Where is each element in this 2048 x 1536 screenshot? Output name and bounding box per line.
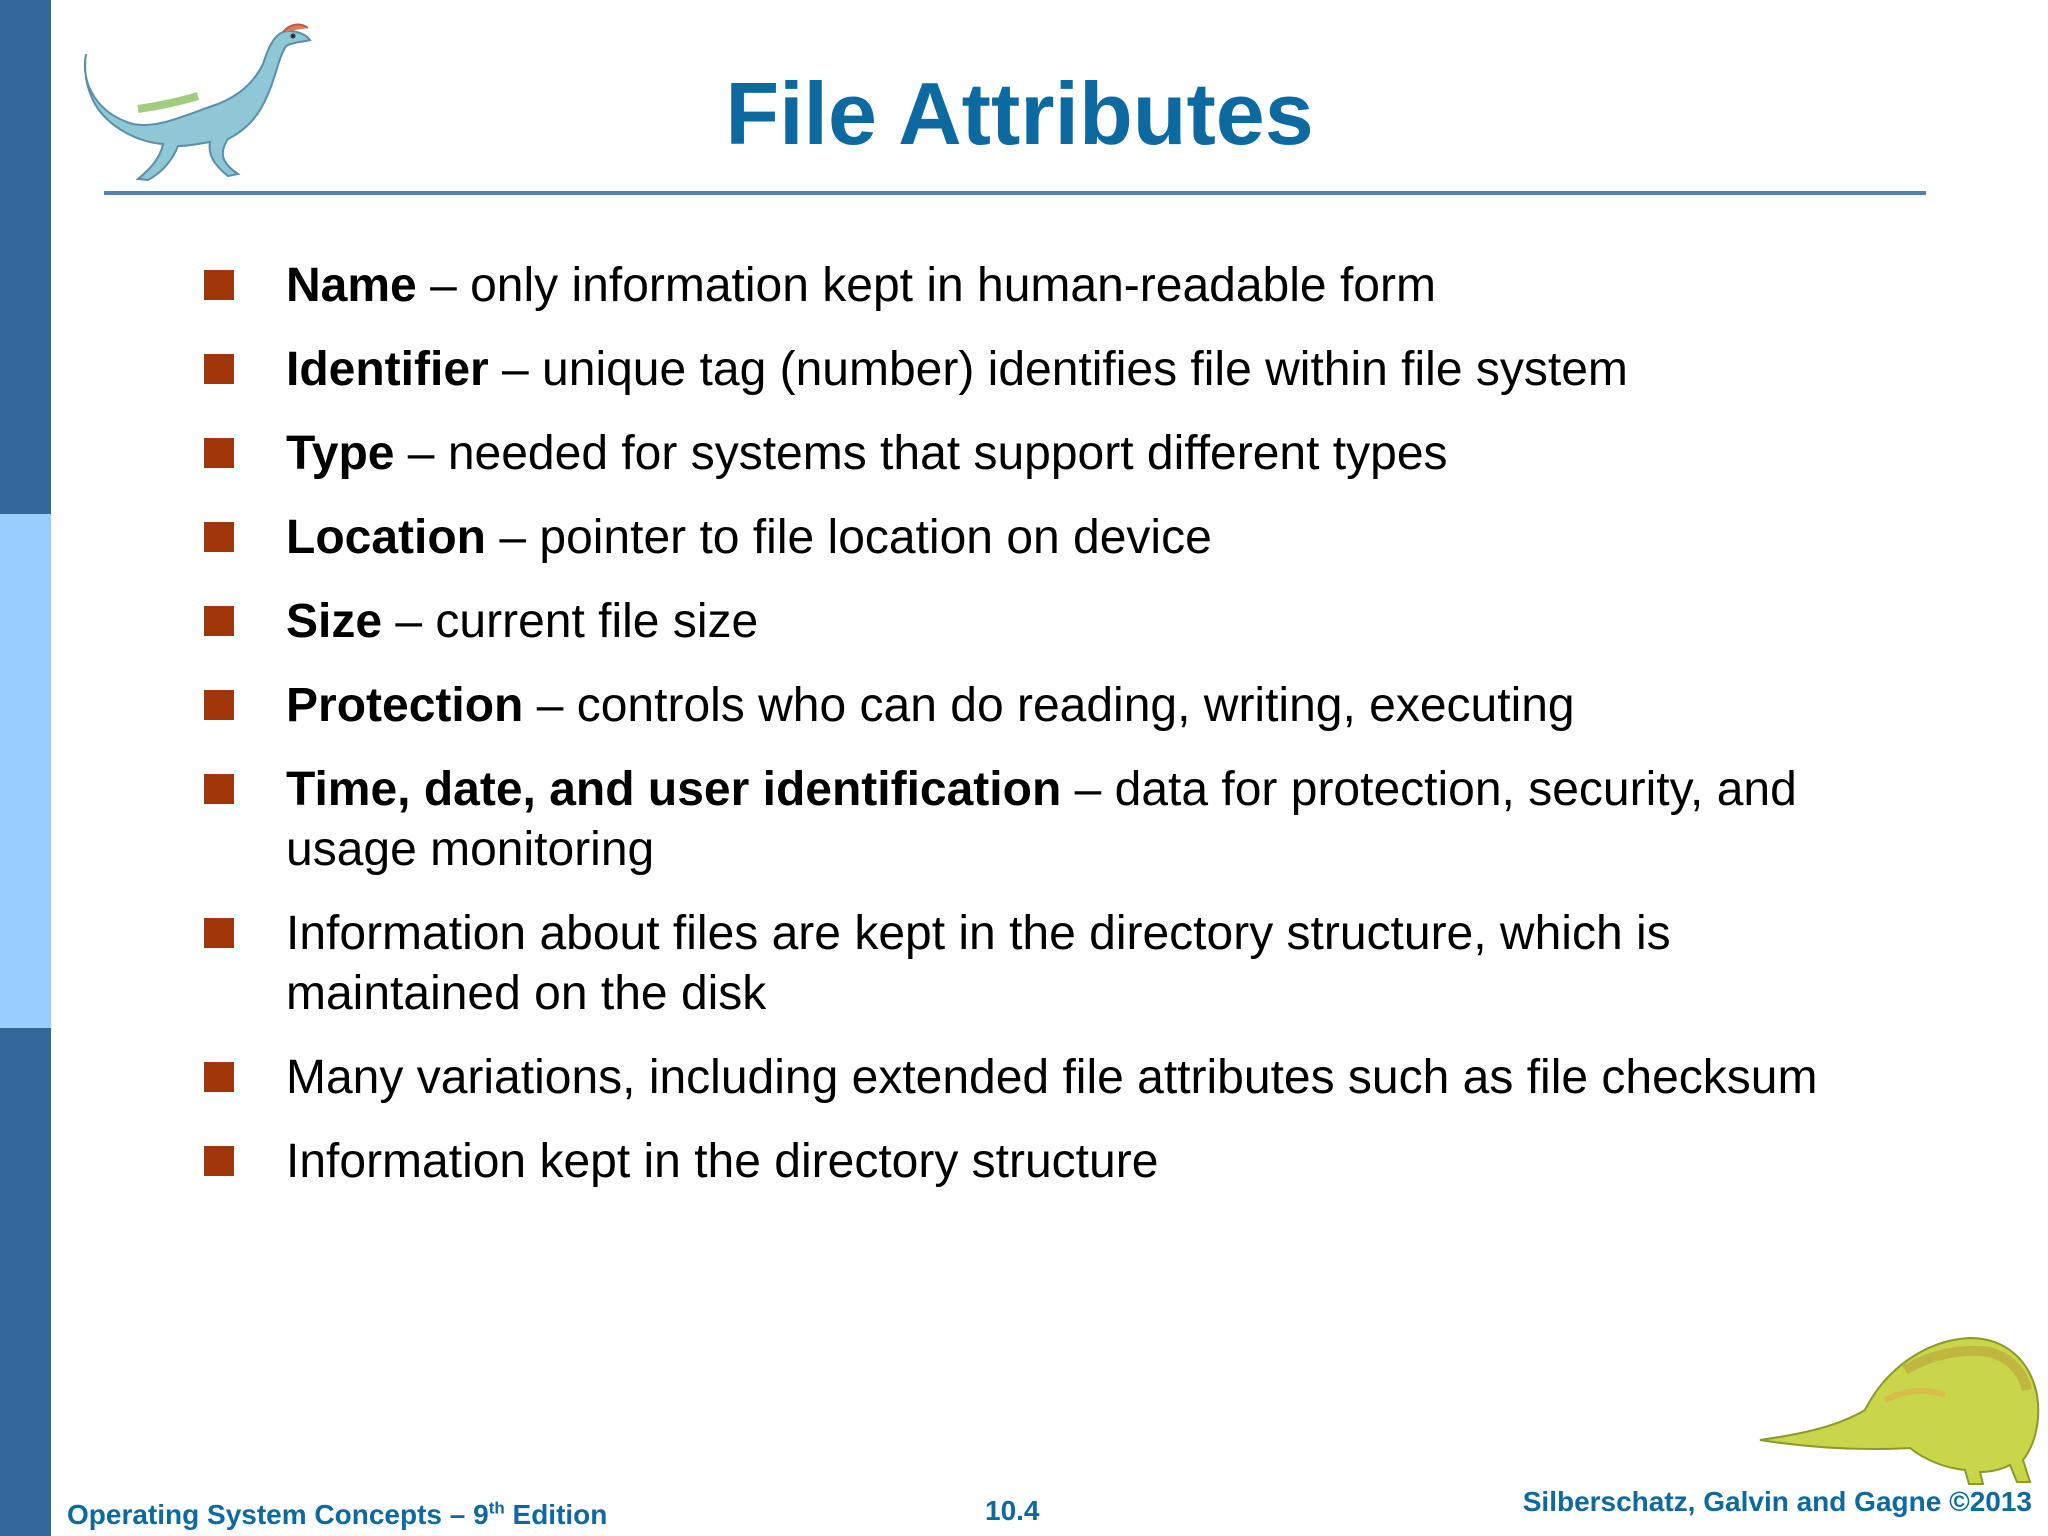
bullet-item [204,1048,1824,1108]
square-bullet-icon [204,1146,234,1176]
bullet-text: Information about files are kept in the directory structure, which is maintained on the disk [286,907,1671,1020]
bullet-text: – unique tag (number) identifies file within file system [488,343,1628,396]
sidebar-band-bottom [0,1028,51,1536]
slide-title: File Attributes [725,64,1314,163]
bullet-text: Information kept in the directory structure [286,1135,1159,1188]
footer-copyright: Silberschatz, Galvin and Gagne ©2013 [1522,1486,2032,1517]
square-bullet-icon [204,690,234,720]
bullet-item [204,904,1824,1024]
footer-book-prefix: Operating System Concepts – 9 [67,1499,489,1530]
square-bullet-icon [204,270,234,300]
bullet-text: – controls who can do reading, writing, executing [523,679,1575,732]
bullet-item [204,340,1824,400]
footer-book-title [67,1498,607,1532]
bullet-term: Protection [286,679,524,732]
footer-book-sup: th [488,1498,505,1518]
dinosaur-bottom-illustration [1755,1300,2045,1490]
bullet-item [204,760,1824,880]
bullet-text: Many variations, including extended file attributes such as file checksum [286,1051,1818,1104]
bullet-term: Time, date, and user identification [286,763,1062,816]
bullet-item [204,508,1824,568]
footer-book-suffix: Edition [504,1499,608,1530]
square-bullet-icon [204,774,234,804]
bullet-text: – needed for systems that support different types [394,427,1448,480]
sidebar-band-middle [0,514,51,1028]
footer-page-number: 10.4 [985,1495,1040,1526]
square-bullet-icon [204,606,234,636]
square-bullet-icon [204,354,234,384]
bullet-text: – pointer to file location on device [486,511,1212,564]
bullet-term: Name [286,259,417,312]
bullet-term: Location [286,511,486,564]
bullet-item [204,592,1824,652]
bullet-list [204,256,1824,1192]
bullet-term: Type [286,427,395,480]
title-underline [104,191,1926,195]
bullet-text: – data for protection, security, and usage monitoring [286,763,1797,876]
bullet-text: – current file size [382,595,759,648]
bullet-item [204,256,1824,316]
bullet-text: – only information kept in human-readable form [416,259,1436,312]
square-bullet-icon [204,918,234,948]
square-bullet-icon [204,1062,234,1092]
bullet-item [204,424,1824,484]
bullet-term: Identifier [286,343,489,396]
bullet-item [204,676,1824,736]
bullet-term: Size [286,595,383,648]
square-bullet-icon [204,438,234,468]
bullet-item [204,1132,1824,1192]
square-bullet-icon [204,522,234,552]
